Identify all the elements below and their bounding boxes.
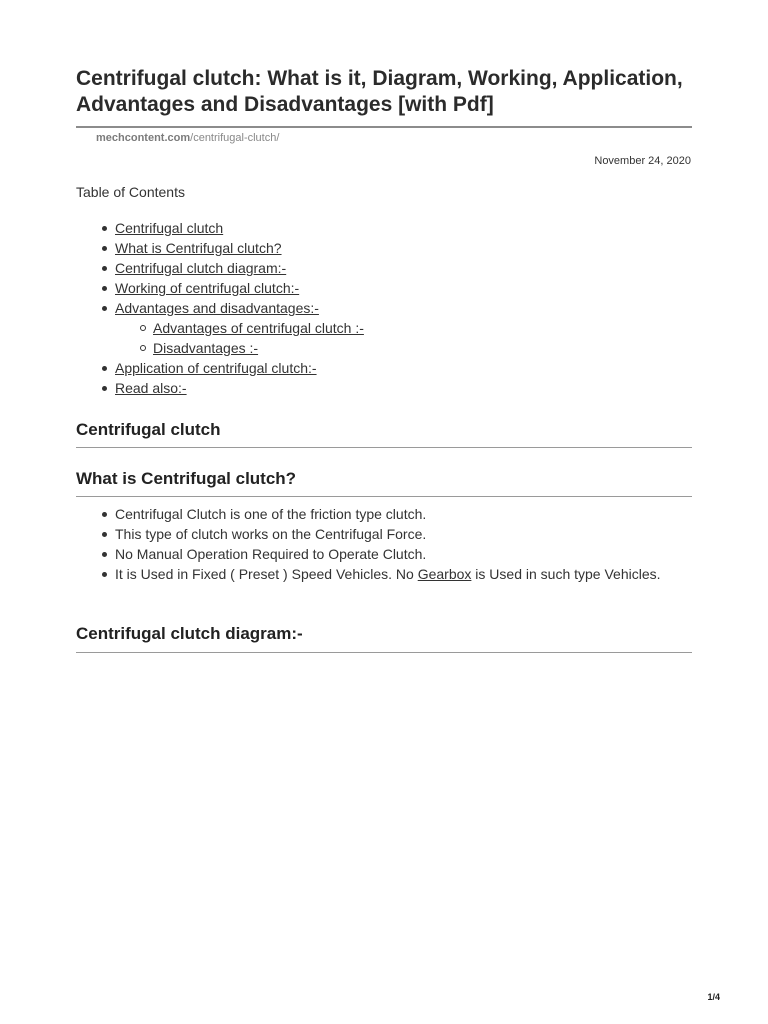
toc-link-read-also[interactable]: Read also:- [115, 380, 187, 396]
toc-link-what-is[interactable]: What is Centrifugal clutch? [115, 240, 282, 256]
description-item: This type of clutch works on the Centrifugal Force. [115, 524, 695, 544]
toc-item [115, 278, 364, 298]
toc-list [115, 218, 364, 398]
toc-subitem [153, 338, 364, 358]
description-text: is Used in such type Vehicles. [471, 566, 661, 582]
toc-item [115, 298, 364, 358]
section-divider [76, 652, 692, 653]
section-divider [76, 447, 692, 448]
section-heading-centrifugal-clutch: Centrifugal clutch [76, 420, 221, 439]
toc-item [115, 238, 364, 258]
toc-item [115, 378, 364, 398]
title-divider [76, 126, 692, 128]
page-number: 1/4 [707, 992, 720, 1002]
description-text: It is Used in Fixed ( Preset ) Speed Vehicles. No [115, 566, 418, 582]
source-path: /centrifugal-clutch/ [190, 132, 280, 144]
article-title: Centrifugal clutch: What is it, Diagram, Working, Application, Advantages and Disadvantages [with Pdf] [76, 67, 683, 116]
source-url[interactable] [96, 132, 279, 144]
toc-link-diagram[interactable]: Centrifugal clutch diagram:- [115, 260, 287, 276]
toc-item [115, 358, 364, 378]
toc-item [115, 258, 364, 278]
toc-item [115, 218, 364, 238]
gearbox-link[interactable]: Gearbox [417, 566, 472, 582]
section-divider [76, 496, 692, 497]
toc-subitem [153, 318, 364, 338]
toc-link-adv-disadv[interactable]: Advantages and disadvantages:- [115, 300, 319, 316]
description-list [115, 504, 695, 584]
description-item [115, 564, 695, 584]
toc-link-centrifugal-clutch[interactable]: Centrifugal clutch [115, 220, 224, 236]
publish-date: November 24, 2020 [594, 155, 691, 167]
toc-link-disadvantages[interactable]: Disadvantages :- [153, 340, 259, 356]
section-heading-what-is: What is Centrifugal clutch? [76, 469, 297, 488]
description-item: Centrifugal Clutch is one of the friction type clutch. [115, 504, 695, 524]
toc-link-application[interactable]: Application of centrifugal clutch:- [115, 360, 317, 376]
toc-title: Table of Contents [76, 184, 185, 200]
source-domain: mechcontent.com [96, 132, 191, 144]
toc-link-working[interactable]: Working of centrifugal clutch:- [115, 280, 300, 296]
toc-sublist [153, 318, 364, 358]
description-item: No Manual Operation Required to Operate Clutch. [115, 544, 695, 564]
section-heading-diagram: Centrifugal clutch diagram:- [76, 624, 303, 643]
toc-link-advantages[interactable]: Advantages of centrifugal clutch :- [153, 320, 364, 336]
